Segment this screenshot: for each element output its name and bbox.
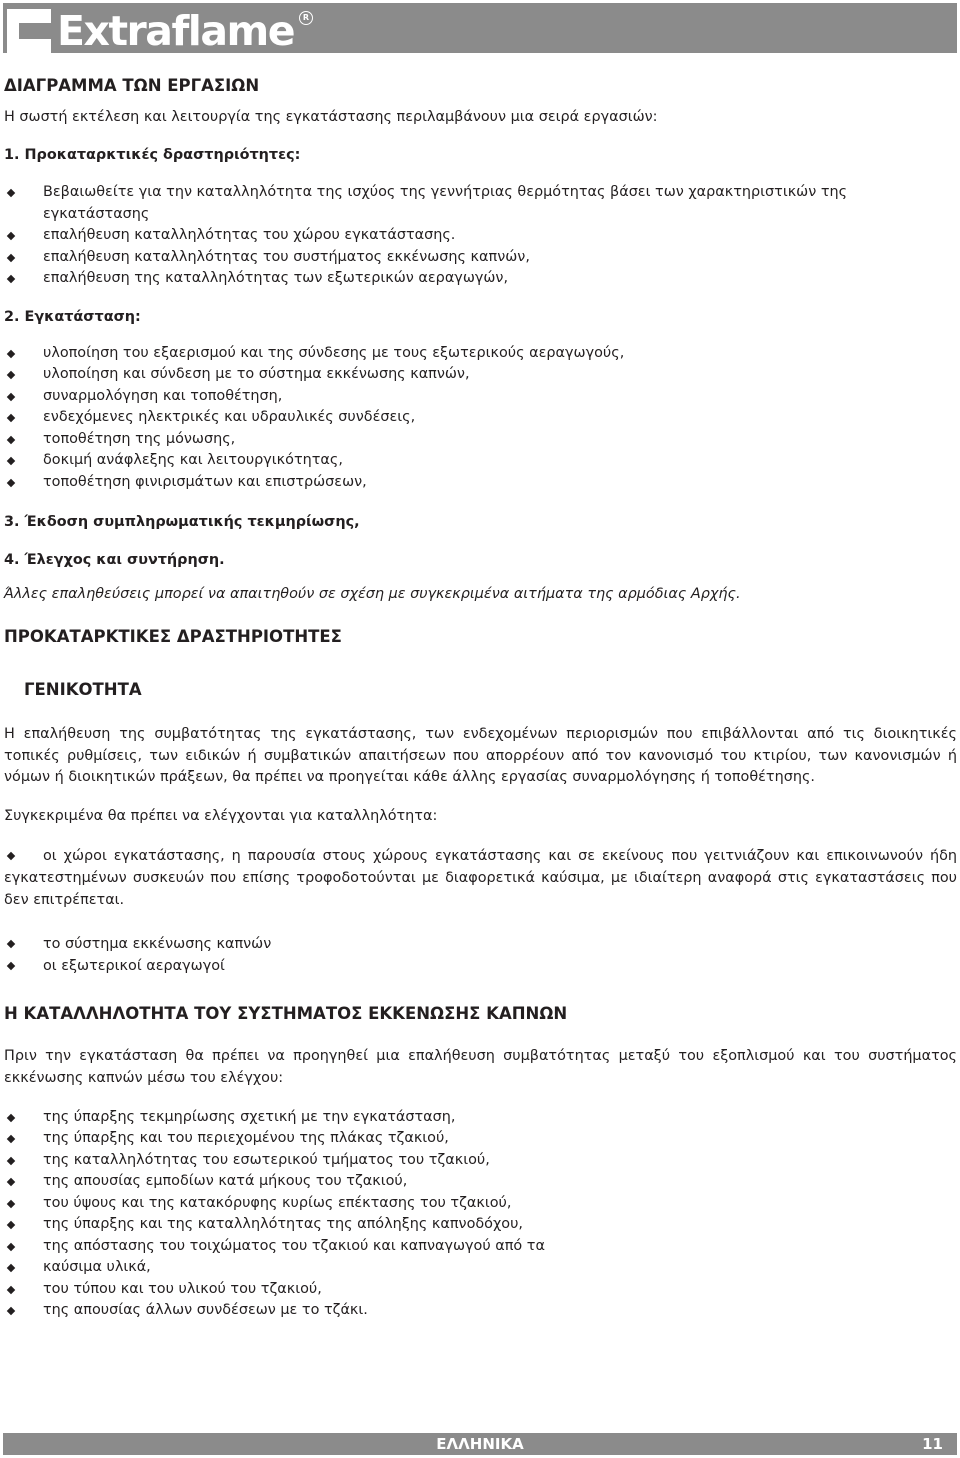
list-item: υλοποίηση του εξαερισμού και της σύνδεσης με τους εξωτερικούς αεραγωγούς, bbox=[4, 343, 957, 365]
subsection-title-general: ΓΕΝΙΚΟΤΗΤΑ bbox=[24, 680, 142, 699]
list-item: επαλήθευση καταλληλότητας του χώρου εγκατάστασης. bbox=[4, 225, 957, 247]
brand-logo bbox=[7, 9, 294, 53]
list-item: της καταλληλότητας του εσωτερικού τμήματος του τζακιού, bbox=[4, 1150, 957, 1172]
list-item: της ύπαρξης και της καταλληλότητας της απόληξης καπνοδόχου, bbox=[4, 1214, 957, 1236]
step-3-heading: 3. Έκδοση συμπληρωματικής τεκμηρίωσης, bbox=[4, 514, 360, 530]
footer-language: ΕΛΛΗΝΙΚΑ bbox=[436, 1435, 524, 1453]
step-1-list bbox=[4, 182, 957, 290]
suitability-list-long bbox=[4, 845, 957, 911]
list-item: του ύψους και της κατακόρυφης κυρίως επέκτασης του τζακιού, bbox=[4, 1193, 957, 1215]
footer-bar bbox=[3, 1433, 957, 1455]
authority-note: Άλλες επαληθεύσεις μπορεί να απαιτηθούν σε σχέση με συγκεκριμένα αιτήματα της αρμόδιας Αρχής. bbox=[4, 586, 741, 602]
list-item-text: οι χώροι εγκατάστασης, η παρουσία στους χώρους εγκατάστασης και σε εκείνους που γειτνιάζουν και επικοινωνούν ήδη εγκατεστημένων συσκευών που επίσης τροφοδοτούνται με διαφορετικά καύσιμα, με ιδιαίτερη αναφορά στις εγκαταστάσεις που δεν επιτρέπεται. bbox=[4, 847, 957, 908]
document-body bbox=[4, 76, 957, 1322]
suitability-list bbox=[4, 933, 957, 977]
flue-check-list bbox=[4, 1107, 957, 1322]
list-item: της απόστασης του τοιχώματος του τζακιού και καπναγωγού από τα bbox=[4, 1236, 957, 1258]
list-item: της ύπαρξης και του περιεχομένου της πλάκας τζακιού, bbox=[4, 1128, 957, 1150]
intro-text: Η σωστή εκτέλεση και λειτουργία της εγκατάστασης περιλαμβάνουν μια σειρά εργασιών: bbox=[4, 109, 658, 125]
list-item: Βεβαιωθείτε για την καταλληλότητα της ισχύος της γεννήτριας θερμότητας βάσει των χαρακτηριστικών της εγκατάστασης bbox=[4, 182, 957, 225]
list-item: υλοποίηση και σύνδεση με το σύστημα εκκένωσης καπνών, bbox=[4, 364, 957, 386]
section-title-flue-suitability: Η ΚΑΤΑΛΛΗΛΟΤΗΤΑ ΤΟΥ ΣΥΣΤΗΜΑΤΟΣ ΕΚΚΕΝΩΣΗΣ ΚΑΠΝΩΝ bbox=[4, 1003, 568, 1023]
step-1-heading: 1. Προκαταρκτικές δραστηριότητες: bbox=[4, 147, 301, 163]
list-item: δοκιμή ανάφλεξης και λειτουργικότητας, bbox=[4, 450, 957, 472]
step-4-heading: 4. Έλεγχος και συντήρηση. bbox=[4, 552, 225, 568]
list-item: επαλήθευση της καταλληλότητας των εξωτερικών αεραγωγών, bbox=[4, 268, 957, 290]
general-paragraph: Η επαλήθευση της συμβατότητας της εγκατάστασης, των ενδεχομένων περιορισμών που επιβάλλονται από τις διοικητικές τοπικές ρυθμίσεις, των ειδικών ή συμβατικών απαιτήσεων που απορρέουν από τον κανονισμό του κτιρίου, των κανονισμών ή νόμων ή διοικητικών πράξεων, θα πρέπει να προηγείται κάθε άλλης εργασίας συναρμολόγησης ή τοποθέτησης. bbox=[4, 726, 957, 785]
list-item: τοποθέτηση της μόνωσης, bbox=[4, 429, 957, 451]
section-title-work-plan: ΔΙΑΓΡΑΜΜΑ ΤΩΝ ΕΡΓΑΣΙΩΝ bbox=[4, 76, 260, 95]
list-item: καύσιμα υλικά, bbox=[4, 1257, 957, 1279]
brand-name: Extraflame bbox=[57, 7, 295, 55]
suitability-intro: Συγκεκριμένα θα πρέπει να ελέγχονται για καταλληλότητα: bbox=[4, 807, 438, 824]
list-item: συναρμολόγηση και τοποθέτηση, bbox=[4, 386, 957, 408]
list-item: της ύπαρξης τεκμηρίωσης σχετική με την εγκατάσταση, bbox=[4, 1107, 957, 1129]
list-item: το σύστημα εκκένωσης καπνών bbox=[4, 933, 957, 955]
step-2-list bbox=[4, 343, 957, 494]
list-item: της απουσίας άλλων συνδέσεων με το τζάκι. bbox=[4, 1300, 957, 1322]
list-item: επαλήθευση καταλληλότητας του συστήματος εκκένωσης καπνών, bbox=[4, 247, 957, 269]
list-item: ενδεχόμενες ηλεκτρικές και υδραυλικές συνδέσεις, bbox=[4, 407, 957, 429]
list-item: τοποθέτηση φινιρισμάτων και επιστρώσεων, bbox=[4, 472, 957, 494]
registered-mark-icon: R bbox=[299, 11, 313, 25]
list-item: του τύπου και του υλικού του τζακιού, bbox=[4, 1279, 957, 1301]
list-item: οι εξωτερικοί αεραγωγοί bbox=[4, 955, 957, 977]
step-2-heading: 2. Εγκατάσταση: bbox=[4, 308, 141, 325]
page-number: 11 bbox=[922, 1435, 943, 1453]
list-item: της απουσίας εμποδίων κατά μήκους του τζακιού, bbox=[4, 1171, 957, 1193]
flue-paragraph: Πριν την εγκατάσταση θα πρέπει να προηγηθεί μια επαλήθευση συμβατότητας μεταξύ του εξοπλισμού και του συστήματος εκκένωσης καπνών μέσω του ελέγχου: bbox=[4, 1047, 957, 1086]
logo-mark-icon bbox=[7, 9, 51, 53]
section-title-preliminary: ΠΡΟΚΑΤΑΡΚΤΙΚΕΣ ΔΡΑΣΤΗΡΙΟΤΗΤΕΣ bbox=[4, 627, 342, 646]
header-bar bbox=[3, 3, 957, 53]
list-item bbox=[4, 845, 957, 911]
